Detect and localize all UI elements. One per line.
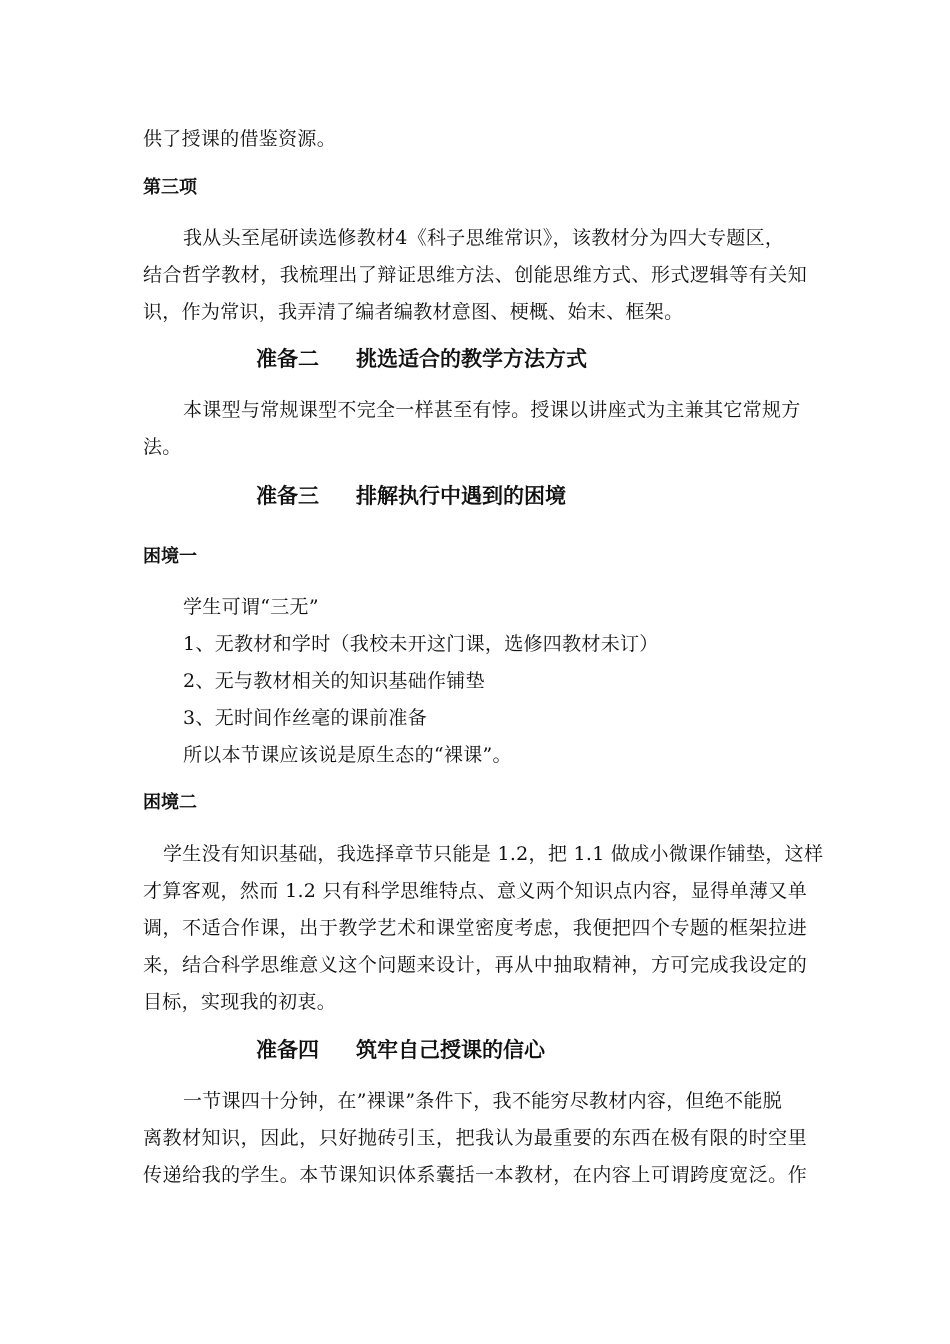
section-number: 准备三 xyxy=(256,484,319,508)
paragraph-line: 传递给我的学生。本节课知识体系囊括一本教材，在内容上可谓跨度宽泛。作 xyxy=(143,1164,807,1186)
section-number: 准备二 xyxy=(256,347,319,371)
list-item: 所以本节课应该说是原生态的“裸课”。 xyxy=(183,744,512,766)
paragraph-line: 目标，实现我的初衷。 xyxy=(143,991,337,1013)
paragraph-line: 本课型与常规课型不完全一样甚至有悖。授课以讲座式为主兼其它常规方 xyxy=(183,399,801,421)
subheading-third-item: 第三项 xyxy=(143,177,197,198)
section-heading-prep-3 xyxy=(256,482,566,510)
subheading-dilemma-1: 困境一 xyxy=(143,546,197,567)
subheading-dilemma-2: 困境二 xyxy=(143,792,197,813)
paragraph-line: 我从头至尾研读选修教材4《科子思维常识》，该教材分为四大专题区， xyxy=(183,227,785,249)
list-item: 1、无教材和学时（我校未开这门课，选修四教材未订） xyxy=(183,633,659,655)
section-number: 准备四 xyxy=(256,1038,319,1062)
paragraph-line: 离教材知识，因此，只好抛砖引玉，把我认为最重要的东西在极有限的时空里 xyxy=(143,1127,807,1149)
section-heading-prep-4 xyxy=(256,1036,545,1064)
paragraph-line: 供了授课的借鉴资源。 xyxy=(143,128,337,150)
paragraph-line: 结合哲学教材，我梳理出了辩证思维方法、创能思维方式、形式逻辑等有关知 xyxy=(143,264,807,286)
paragraph-line: 学生没有知识基础，我选择章节只能是 1.2，把 1.1 做成小微课作铺垫，这样 xyxy=(163,843,824,865)
paragraph-line: 识，作为常识，我弄清了编者编教材意图、梗概、始末、框架。 xyxy=(143,301,684,323)
paragraph-line: 来，结合科学思维意义这个问题来设计，再从中抽取精神，方可完成我设定的 xyxy=(143,954,807,976)
section-title: 筑牢自己授课的信心 xyxy=(356,1038,545,1062)
section-title: 排解执行中遇到的困境 xyxy=(356,484,566,508)
paragraph-line: 一节课四十分钟，在”裸课”条件下，我不能穷尽教材内容，但绝不能脱 xyxy=(183,1090,783,1112)
paragraph-line: 才算客观，然而 1.2 只有科学思维特点、意义两个知识点内容，显得单薄又单 xyxy=(143,880,807,902)
list-item: 3、无时间作丝毫的课前准备 xyxy=(183,707,427,729)
paragraph-line: 调，不适合作课，出于教学艺术和课堂密度考虑，我便把四个专题的框架拉进 xyxy=(143,917,807,939)
paragraph-line: 法。 xyxy=(143,436,182,458)
list-item: 学生可谓“三无” xyxy=(183,596,319,618)
section-title: 挑选适合的教学方法方式 xyxy=(356,347,587,371)
list-item: 2、无与教材相关的知识基础作铺垫 xyxy=(183,670,485,692)
section-heading-prep-2 xyxy=(256,345,587,373)
